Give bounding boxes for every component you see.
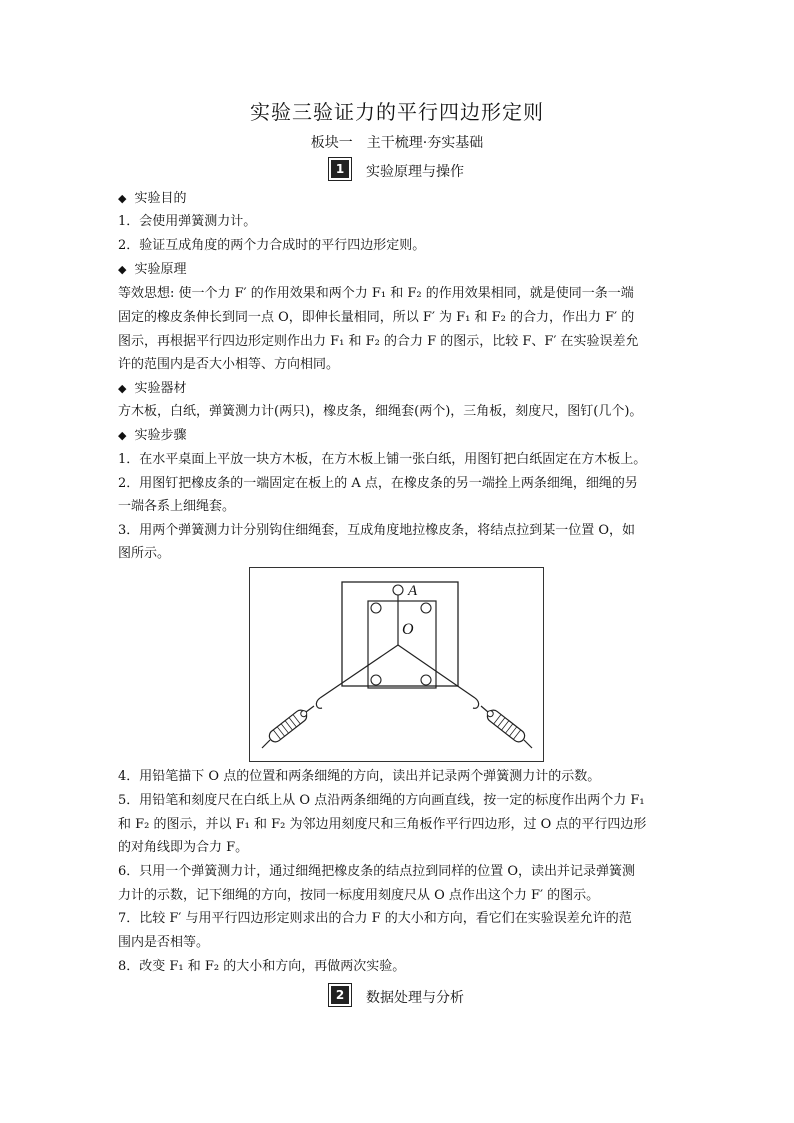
label-o: O	[402, 621, 414, 638]
hook-right-icon	[473, 698, 479, 708]
section-1-header	[0, 157, 794, 185]
principle-line: 等效思想: 使一个力 F′ 的作用效果和两个力 F₁ 和 F₂ 的作用效果相同，就是使同一条一端	[118, 286, 634, 301]
spring-balance-left-icon	[267, 707, 310, 744]
diamond-bullet-icon: ◆	[118, 192, 127, 205]
purpose-heading: ◆ 实验目的	[118, 191, 187, 206]
steps-heading: ◆ 实验步骤	[118, 428, 187, 443]
step-line: 5．用铅笔和刻度尺在白纸上从 O 点沿两条细绳的方向画直线，按一定的标度作出两个力 F₁	[118, 793, 645, 808]
pin-icon	[371, 603, 381, 613]
diamond-bullet-icon: ◆	[118, 263, 127, 276]
principle-line: 固定的橡皮条伸长到同一点 O，即伸长量相同，所以 F′ 为 F₁ 和 F₂ 的合力，作出力 F′ 的	[118, 310, 635, 325]
pin-a-icon	[393, 585, 403, 595]
section-2-title: 数据处理与分析	[366, 990, 464, 1006]
step-line: 力计的示数，记下细绳的方向，按同一标度用刻度尺从 O 点作出这个力 F′ 的图示。	[118, 888, 600, 903]
spring-balance-right-icon	[484, 707, 527, 744]
step-line: 的对角线即为合力 F。	[118, 840, 249, 855]
step-line: 和 F₂ 的图示，并以 F₁ 和 F₂ 为邻边用刻度尺和三角板作平行四边形，过 O 点的平行四边形	[118, 817, 647, 832]
step-line: 2．用图钉把橡皮条的一端固定在板上的 A 点，在橡皮条的另一端拴上两条细绳，细绳的另	[118, 476, 638, 491]
step-line: 3．用两个弹簧测力计分别钩住细绳套，互成角度地拉橡皮条，将结点拉到某一位置 O，如	[118, 523, 636, 538]
step-line: 围内是否相等。	[118, 935, 210, 950]
step-line: 1．在水平桌面上平放一块方木板，在方木板上铺一张白纸，用图钉把白纸固定在方木板上。	[118, 452, 647, 467]
principle-line: 许的范围内是否大小相等、方向相同。	[118, 357, 340, 372]
string-left	[320, 645, 398, 698]
page-subtitle: 板块一 主干梳理·夯实基础	[310, 135, 484, 151]
pin-icon	[421, 675, 431, 685]
diamond-bullet-icon: ◆	[118, 429, 127, 442]
hook-left-icon	[316, 698, 322, 708]
step-line: 8．改变 F₁ 和 F₂ 的大小和方向，再做两次实验。	[118, 959, 406, 974]
step-line: 一端各系上细绳套。	[118, 499, 236, 514]
section-1-number-icon: 1	[328, 157, 352, 181]
label-a: A	[408, 583, 418, 599]
equipment-heading: ◆ 实验器材	[118, 381, 187, 396]
experiment-diagram	[249, 567, 544, 762]
section-1-title: 实验原理与操作	[366, 164, 464, 180]
pin-icon	[421, 603, 431, 613]
step-line: 图所示。	[118, 546, 171, 561]
purpose-line: 2．验证互成角度的两个力合成时的平行四边形定则。	[118, 238, 426, 253]
experiment-diagram-svg	[250, 568, 543, 761]
section-2-number-icon: 2	[328, 983, 352, 1007]
equipment-line: 方木板，白纸，弹簧测力计(两只)，橡皮条，细绳套(两个)，三角板，刻度尺，图钉(几个)。	[118, 404, 643, 419]
diamond-bullet-icon: ◆	[118, 382, 127, 395]
principle-heading: ◆ 实验原理	[118, 262, 187, 277]
page-title: 实验三验证力的平行四边形定则	[250, 100, 544, 124]
section-2-header	[0, 983, 794, 1011]
step-line: 6．只用一个弹簧测力计，通过细绳把橡皮条的结点拉到同样的位置 O，读出并记录弹簧测	[118, 864, 636, 879]
pin-icon	[371, 675, 381, 685]
board-outline	[342, 582, 458, 686]
step-line: 7．比较 F′ 与用平行四边形定则求出的合力 F 的大小和方向，看它们在实验误差允许的范	[118, 911, 632, 926]
purpose-line: 1．会使用弹簧测力计。	[118, 214, 257, 229]
principle-line: 图示，再根据平行四边形定则作出力 F₁ 和 F₂ 的合力 F 的图示，比较 F、F′ 在实验误差允	[118, 334, 639, 349]
step-line: 4．用铅笔描下 O 点的位置和两条细绳的方向，读出并记录两个弹簧测力计的示数。	[118, 769, 601, 784]
